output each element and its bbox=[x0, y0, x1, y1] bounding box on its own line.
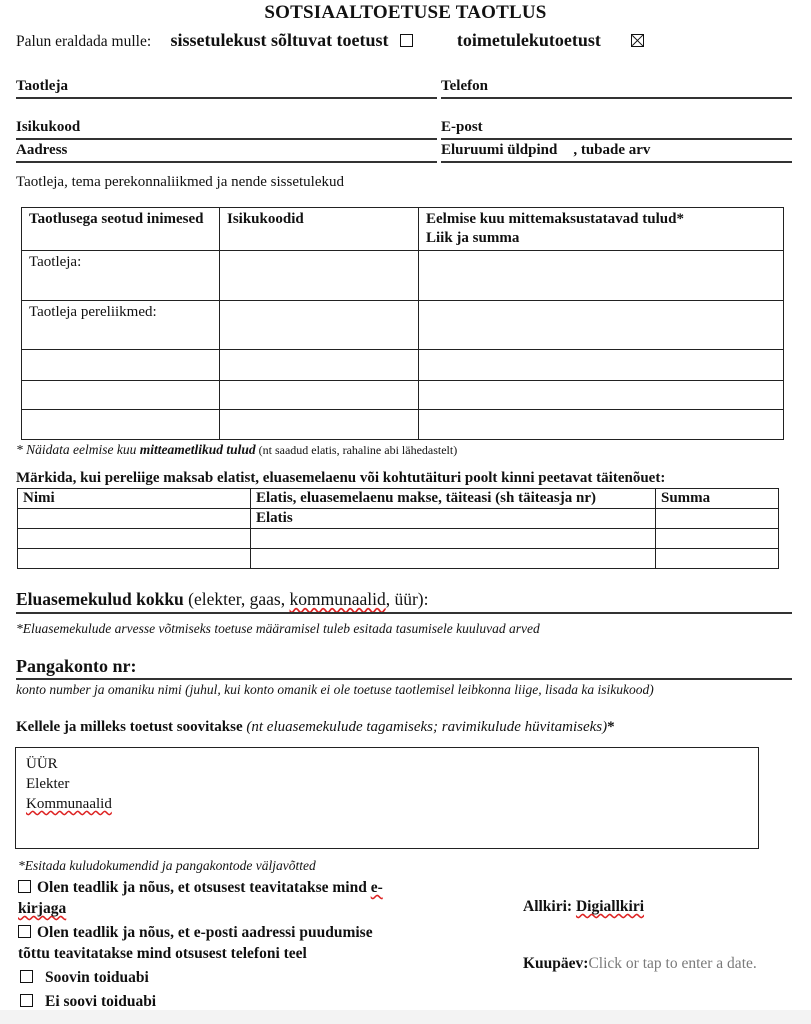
option-subsistence-label: toimetulekutoetust bbox=[456, 30, 601, 50]
header-payment-type: Elatis, eluasemelaenu makse, täiteasi (sh täiteasja nr) bbox=[251, 489, 656, 509]
cell-income[interactable] bbox=[419, 381, 784, 410]
income-section-title: Taotleja, tema perekonnaliikmed ja nende sissetulekud bbox=[16, 174, 345, 190]
food-aid-no-checkbox[interactable] bbox=[20, 994, 33, 1007]
table-row bbox=[22, 301, 784, 350]
table-row bbox=[18, 529, 779, 549]
personal-code-label: Isikukood bbox=[16, 119, 81, 135]
table-row bbox=[18, 509, 779, 529]
purpose-line: Elekter bbox=[26, 776, 70, 792]
consent-email-checkbox[interactable] bbox=[18, 880, 31, 893]
consent-phone: Olen teadlik ja nõus, et e-posti aadressi puudumise bbox=[18, 923, 373, 943]
cell-name[interactable] bbox=[18, 529, 251, 549]
cell-name[interactable] bbox=[18, 509, 251, 529]
alimony-table-header bbox=[18, 489, 779, 509]
table-row bbox=[22, 350, 784, 381]
cell-payment-type[interactable] bbox=[251, 529, 656, 549]
option-subsistence-checkbox[interactable] bbox=[631, 34, 644, 47]
cell-amount[interactable] bbox=[656, 549, 779, 569]
signature-label: Allkiri: bbox=[523, 898, 576, 915]
cell-personal-code[interactable] bbox=[220, 410, 419, 440]
allocation-prefix: Palun eraldada mulle: bbox=[16, 33, 152, 50]
cell-person[interactable]: Taotleja pereliikmed: bbox=[22, 301, 220, 350]
cell-person[interactable] bbox=[22, 410, 220, 440]
cell-personal-code[interactable] bbox=[220, 350, 419, 381]
cell-payment-type[interactable] bbox=[251, 549, 656, 569]
cell-income[interactable] bbox=[419, 350, 784, 381]
allocation-choice bbox=[16, 30, 644, 51]
food-aid-no: Ei soovi toiduabi bbox=[20, 992, 156, 1012]
phone-field[interactable] bbox=[441, 78, 792, 99]
table-row bbox=[22, 251, 784, 301]
signature bbox=[523, 898, 644, 916]
cell-amount[interactable] bbox=[656, 529, 779, 549]
food-aid-yes: Soovin toiduabi bbox=[20, 968, 149, 988]
personal-code-field[interactable] bbox=[16, 119, 437, 140]
applicant-field[interactable] bbox=[16, 78, 437, 99]
income-note: * Näidata eelmise kuu mitteametlikud tulud (nt saadud elatis, rahaline abi lähedastelt) bbox=[16, 442, 458, 457]
table-row bbox=[22, 381, 784, 410]
housing-costs-field[interactable]: Eluasemekulud kokku (elekter, gaas, kommunaalid, üür): bbox=[16, 589, 429, 609]
consent-phone-checkbox[interactable] bbox=[18, 925, 31, 938]
cell-person[interactable] bbox=[22, 381, 220, 410]
bank-account-field[interactable] bbox=[16, 678, 792, 680]
table-row bbox=[22, 410, 784, 440]
cell-income[interactable] bbox=[419, 251, 784, 301]
consent-phone-line2: tõttu teavitatakse mind otsusest telefoni teel bbox=[18, 945, 307, 962]
date-label: Kuupäev: bbox=[523, 955, 589, 972]
cell-personal-code[interactable] bbox=[220, 301, 419, 350]
purpose-line: ÜÜR bbox=[26, 756, 58, 772]
cell-person[interactable]: Taotleja: bbox=[22, 251, 220, 301]
option-income-based-checkbox[interactable] bbox=[400, 34, 413, 47]
header-personal-codes: Isikukoodid bbox=[220, 208, 419, 251]
cell-name[interactable] bbox=[18, 549, 251, 569]
phone-label: Telefon bbox=[441, 78, 488, 94]
purpose-label: Kellele ja milleks toetust soovitakse (nt eluasemekulude tagamiseks; ravimikulude hüvitamiseks)* bbox=[16, 719, 615, 735]
cell-person[interactable] bbox=[22, 350, 220, 381]
purpose-textbox[interactable] bbox=[15, 747, 759, 849]
header-amount: Summa bbox=[656, 489, 779, 509]
income-table-header bbox=[22, 208, 784, 251]
signature-value: Digiallkiri bbox=[575, 898, 645, 915]
form-title: SOTSIAALTOETUSE TAOTLUS bbox=[264, 2, 547, 23]
address-label: Aadress bbox=[16, 142, 68, 158]
consent-email-line2: kirjaga bbox=[18, 900, 67, 917]
rooms-label: , tubade arv bbox=[573, 142, 651, 158]
purpose-line: Kommunaalid bbox=[26, 796, 112, 812]
header-related-persons: Taotlusega seotud inimesed bbox=[22, 208, 220, 251]
bank-account-note: konto number ja omaniku nimi (juhul, kui konto omanik ei ole toetuse taotlemisel leibkonna liige, lisada ka isikukood) bbox=[16, 682, 654, 697]
food-aid-yes-checkbox[interactable] bbox=[20, 970, 33, 983]
applicant-label: Taotleja bbox=[16, 78, 68, 94]
consent-email: Olen teadlik ja nõus, et otsusest teavitatakse mind e- bbox=[18, 878, 383, 898]
header-name: Nimi bbox=[18, 489, 251, 509]
option-income-based-label: sissetulekust sõltuvat toetust bbox=[170, 30, 389, 50]
cell-personal-code[interactable] bbox=[220, 381, 419, 410]
housing-costs-underline bbox=[16, 612, 792, 614]
cell-payment-type[interactable]: Elatis bbox=[251, 509, 656, 529]
living-area-label: Eluruumi üldpind bbox=[441, 142, 558, 158]
cell-income[interactable] bbox=[419, 301, 784, 350]
header-untaxed-income: Eelmise kuu mittemaksustatavad tulud* Liik ja summa bbox=[419, 208, 784, 251]
email-label: E-post bbox=[441, 119, 483, 135]
date-field bbox=[523, 955, 757, 973]
cell-amount[interactable] bbox=[656, 509, 779, 529]
bank-account-label: Pangakonto nr: bbox=[16, 656, 137, 676]
email-field[interactable] bbox=[441, 119, 792, 140]
cell-income[interactable] bbox=[419, 410, 784, 440]
table-row bbox=[18, 549, 779, 569]
date-picker[interactable]: Click or tap to enter a date. bbox=[588, 955, 757, 972]
income-table bbox=[21, 207, 784, 440]
address-field[interactable] bbox=[16, 142, 437, 163]
cell-personal-code[interactable] bbox=[220, 251, 419, 301]
alimony-table bbox=[17, 488, 779, 569]
alimony-title: Märkida, kui pereliige maksab elatist, eluasemelaenu või kohtutäituri poolt kinni peetavat täitenõuet: bbox=[16, 470, 666, 486]
living-area-field[interactable] bbox=[441, 142, 792, 163]
housing-costs-note: *Eluasemekulude arvesse võtmiseks toetuse määramisel tuleb esitada tasumisele kuuluvad arved bbox=[16, 621, 540, 636]
documents-note: *Esitada kuludokumendid ja pangakontode väljavõtted bbox=[18, 858, 316, 873]
page-bottom-edge bbox=[0, 1010, 811, 1024]
